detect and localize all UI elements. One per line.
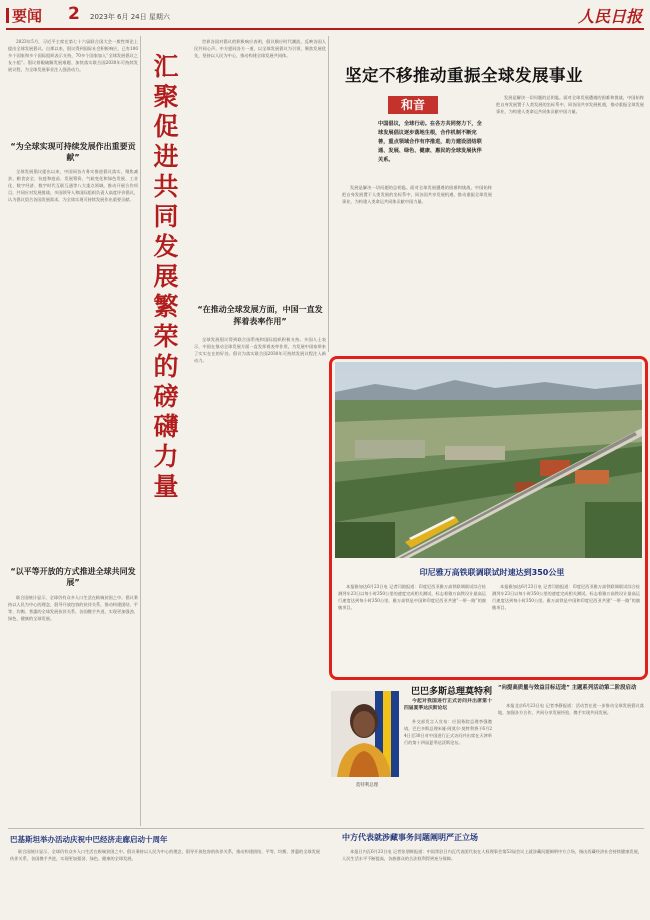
issue-date: 2023年 6月 24日 星期六 <box>90 13 170 21</box>
commentary-body-right: 发展是解决一切问题的总钥匙。面对全球发展遭遇的困难和挑战，中国始终把自身发展置于人类发展的坐标系中，同各国共享发展机遇，推动重振全球发展事业，为构建人类命运共同体贡献中国力量。 <box>496 95 644 114</box>
section-title <box>6 5 42 26</box>
tibet-headline: 中方代表就涉藏事务问题阐明严正立场 <box>342 833 478 842</box>
page-header <box>6 4 644 30</box>
tibet-body: 本报日内瓦6月23日电 记者张朋辉报道：中国常驻日内瓦代表团代表在人权理事会第53届会议上就涉藏问题阐明中方立场，指出西藏经济社会持续健康发展，人民生活水平不断提高，各族群众的合法权利得到充分保障。 <box>342 849 642 861</box>
pakistan-headline: 巴基斯坦举办活动庆祝中巴经济走廊启动十周年 <box>10 835 168 844</box>
bottom-right-headline: “向提高质量与效益目标迈进” 主题系列活动第二阶段启动 <box>498 685 637 691</box>
newspaper-logo: 人民日报 <box>577 7 642 26</box>
highlighted-story[interactable] <box>329 356 648 680</box>
portrait-caption: 莫特利总理 <box>355 783 379 788</box>
commentary-lead: 中国倡议，全球行动。在各方共同努力下，全球发展倡议逐步落地生根，合作机制不断完善，重点领域合作有序推进，助力建设团结联通、发展、绿色、健康、惠民的全球发展伙伴关系。 <box>378 121 482 163</box>
left-subheading-1: “为全球实现可持续发展作出重要贡献” <box>10 142 136 162</box>
column-divider <box>328 36 329 352</box>
barbados-headline: 巴巴多斯总理莫特利 <box>410 687 492 697</box>
center-body-2: 全球发展倡议得到联合国系统和国际组织积极支持。多国人士表示，中国在推动全球发展方面一直发挥着表率作用，为发展中国家带来了实实在在的好处。倡议为落实联合国2030年可持续发展议程注入新动力。 <box>194 337 326 363</box>
commentary-body-left: 发展是解决一切问题的总钥匙。面对全球发展遭遇的困难和挑战，中国始终把自身发展置于人类发展的坐标系中，同各国共享发展机遇，推动重振全球发展事业，为构建人类命运共同体贡献中国力量。 <box>342 185 492 204</box>
barbados-subheadline: 今起对我国进行正式访问并出席第十四届夏季达沃斯论坛 <box>404 698 492 711</box>
photo-caption-headline: 印尼雅万高铁联调联试时速达到350公里 <box>419 568 565 577</box>
left-subheading-2: “以平等开放的方式推进全球共同发展” <box>10 567 136 587</box>
column-divider <box>140 36 141 826</box>
center-body-1: 世界各国对倡议的积极响应表明，倡议顺应时代潮流，反映各国人民共同心声。中方愿同各方一道，以全球发展倡议为引领，聚焦发展优先，坚持以人民为中心，推动构建全球发展共同体。 <box>194 39 326 58</box>
high-speed-rail-photo <box>335 362 642 558</box>
left-intro-text: 2023年5月，习近平主席在第七十六届联合国大会一般性辩论上提出全球发展倡议。自那以来，倡议得到国际社会积极响应，已有100多个国家和多个国际组织表示支持，70多个国家加入“全球发展倡议之友小组”。倡议着眼破解发展难题、加快落实联合国2030年可持续发展议程，为全球发展事业注入强劲动力。 <box>8 39 138 72</box>
left-body-1: 全球发展倡议提出以来，中国同各方务实推进倡议落实，聚焦减贫、粮食安全、抗疫和疫苗、发展筹资、气候变化和绿色发展、工业化、数字经济、数字时代互联互通等八大重点领域，推动开展合作项目，共同应对发展挑战。多国领导人和国际组织负责人高度评价倡议，认为倡议契合各国发展需求，为全球实现可持续发展作出重要贡献。 <box>8 169 138 202</box>
highlight-body-right: 本报雅加达6月23日电 记者闫韵报道：印度尼西亚雅万高铁联调联试综合检测列车23日以每小时350公里的速度完成相关测试，标志着雅万高铁设计最高运行速度达到每小时350公里。雅万高铁是中国和印度尼西亚共建“一带一路”的旗舰项目。 <box>492 584 640 610</box>
horizontal-divider <box>8 828 644 829</box>
pakistan-body: 联合国统计显示，全球仍有众多人口生活在极端贫困之中。倡议秉持以人民为中心的理念，倡导开放包容的伙伴关系，推动构建团结、平等、均衡、普惠的全球发展伙伴关系，各国携手共进，实现更加强劲、绿色、健康的全球发展。 <box>10 849 320 861</box>
highlight-body-left: 本报雅加达6月23日电 记者闫韵报道：印度尼西亚雅万高铁联调联试综合检测列车23日以每小时350公里的速度完成相关测试，标志着雅万高铁设计最高运行速度达到每小时350公里。雅万高铁是中国和印度尼西亚共建“一带一路”的旗舰项目。 <box>338 584 486 610</box>
bottom-right-body: 本报北京6月23日电 记者李静报道：活动旨在进一步推动全球发展倡议落地，加强各方合作，共同分享发展经验，携手实现共同发展。 <box>498 703 644 715</box>
main-headline: 坚定不移推动重振全球发展事业 <box>345 66 583 85</box>
prime-minister-portrait <box>331 691 399 777</box>
column-tag: 和音 <box>388 96 438 114</box>
section-label: 要闻 <box>12 7 43 25</box>
page-number: 2 <box>68 4 80 24</box>
center-subheading: “在推动全球发展方面，中国一直发挥着表率作用” <box>197 305 323 326</box>
left-body-2: 联合国统计显示，全球仍有众多人口生活在极端贫困之中。倡议秉持以人民为中心的理念，倡导开放包容的伙伴关系，推动构建团结、平等、均衡、普惠的全球发展伙伴关系，各国携手共进，实现更加强劲、绿色、健康的全球发展。 <box>8 595 138 621</box>
vertical-headline: 汇聚促进共同发展繁荣的磅礴力量 <box>153 52 179 501</box>
barbados-body: 外交部发言人宣布：应国务院总理李强邀请，巴巴多斯总理米娅·阿莫尔·莫特利将于6月24日至30日对中国进行正式访问并出席在天津举行的第十四届夏季达沃斯论坛。 <box>404 719 492 745</box>
section-bar <box>6 8 9 23</box>
